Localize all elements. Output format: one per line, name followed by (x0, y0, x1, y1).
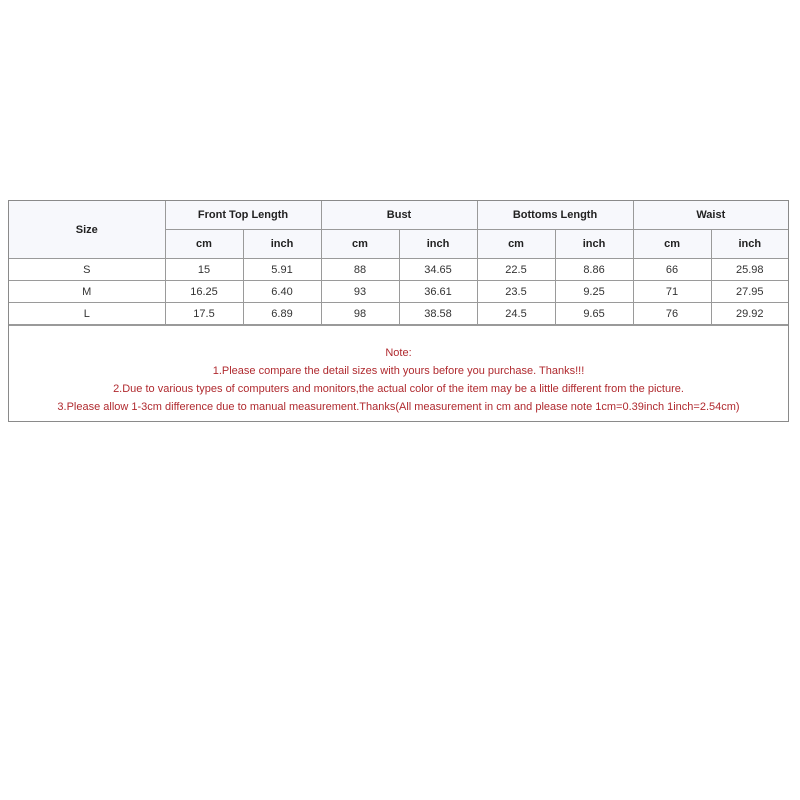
note-line-1: 1.Please compare the detail sizes with yours before you purchase. Thanks!!! (212, 365, 585, 377)
value-cell: 76 (633, 303, 711, 325)
table-row (9, 281, 788, 303)
value-cell: 88 (321, 259, 399, 281)
notes-title: Note: (385, 347, 412, 359)
group-header-bust: Bust (321, 201, 477, 230)
unit-header-cm: cm (477, 230, 555, 259)
value-cell: 29.92 (711, 303, 788, 325)
value-cell: 36.61 (399, 281, 477, 303)
value-cell: 23.5 (477, 281, 555, 303)
value-cell: 24.5 (477, 303, 555, 325)
note-line-2: 2.Due to various types of computers and monitors,the actual color of the item may be a little different from the picture. (113, 383, 684, 395)
unit-header-inch: inch (555, 230, 633, 259)
header-row-groups (9, 201, 788, 230)
group-header-front-top-length: Front Top Length (165, 201, 321, 230)
value-cell: 9.25 (555, 281, 633, 303)
value-cell: 5.91 (243, 259, 321, 281)
group-header-waist: Waist (633, 201, 788, 230)
value-cell: 98 (321, 303, 399, 325)
value-cell: 6.40 (243, 281, 321, 303)
value-cell: 71 (633, 281, 711, 303)
size-cell: S (9, 259, 165, 281)
value-cell: 6.89 (243, 303, 321, 325)
unit-header-inch: inch (711, 230, 788, 259)
size-header: Size (9, 201, 165, 259)
value-cell: 34.65 (399, 259, 477, 281)
unit-header-inch: inch (243, 230, 321, 259)
table-row (9, 303, 788, 325)
size-cell: M (9, 281, 165, 303)
size-cell: L (9, 303, 165, 325)
unit-header-inch: inch (399, 230, 477, 259)
unit-header-cm: cm (165, 230, 243, 259)
value-cell: 9.65 (555, 303, 633, 325)
size-table (9, 201, 788, 325)
value-cell: 66 (633, 259, 711, 281)
value-cell: 38.58 (399, 303, 477, 325)
notes-section (9, 325, 788, 421)
value-cell: 16.25 (165, 281, 243, 303)
value-cell: 25.98 (711, 259, 788, 281)
value-cell: 17.5 (165, 303, 243, 325)
value-cell: 93 (321, 281, 399, 303)
unit-header-cm: cm (633, 230, 711, 259)
value-cell: 8.86 (555, 259, 633, 281)
value-cell: 27.95 (711, 281, 788, 303)
value-cell: 15 (165, 259, 243, 281)
size-chart (8, 200, 789, 422)
group-header-bottoms-length: Bottoms Length (477, 201, 633, 230)
unit-header-cm: cm (321, 230, 399, 259)
table-row (9, 259, 788, 281)
note-line-3: 3.Please allow 1-3cm difference due to manual measurement.Thanks(All measurement in cm and please note 1cm=0.39inch 1inch=2.54cm) (57, 401, 740, 413)
value-cell: 22.5 (477, 259, 555, 281)
